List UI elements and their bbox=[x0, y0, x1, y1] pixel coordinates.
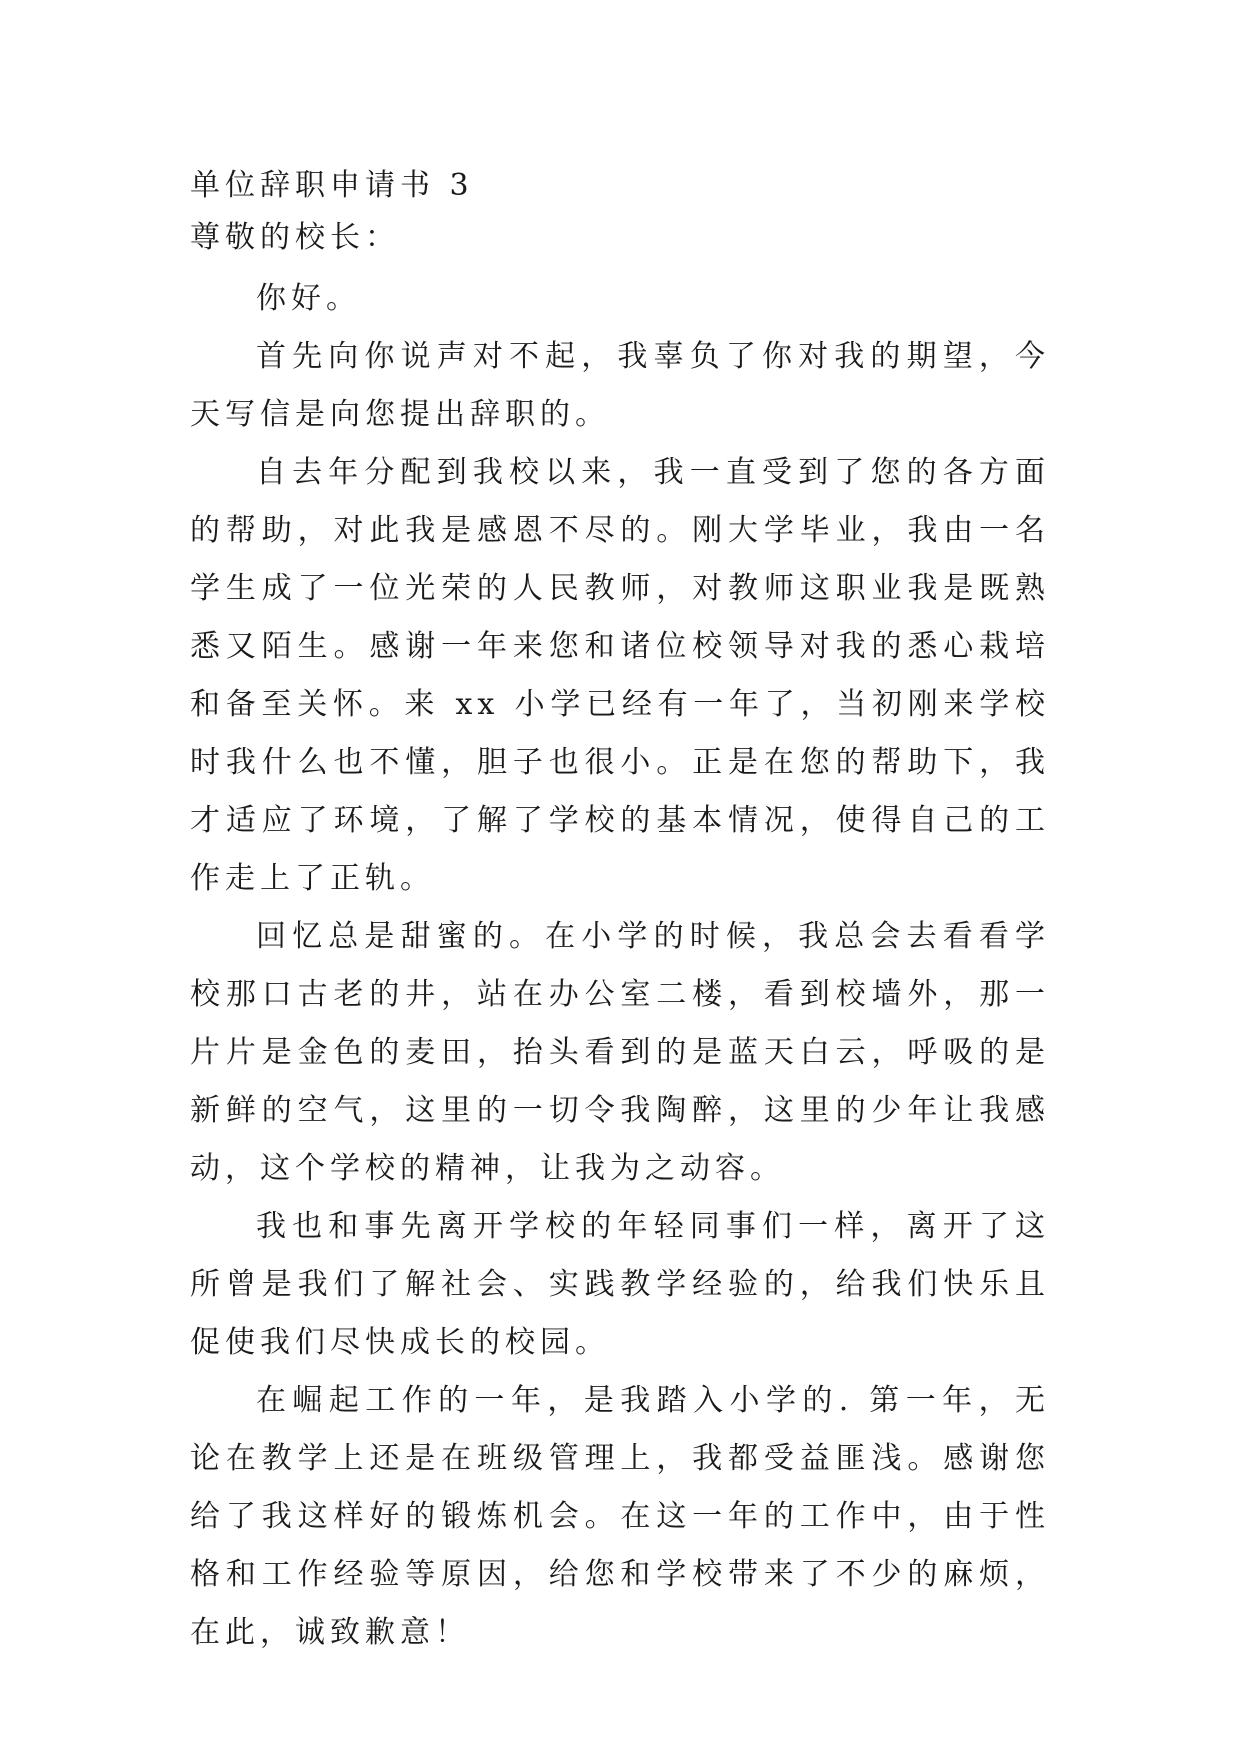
paragraph-greeting: 你好。 bbox=[256, 281, 361, 316]
document-title: 单位辞职申请书 3 bbox=[190, 168, 474, 203]
paragraph-first-year: 在崛起工作的一年，是我踏入小学的. 第一年，无论在教学上还是在班级管理上，我都受益匪浅。感谢您给了我这样好的锻炼机会。在这一年的工作中，由于性格和工作经验等原因，给您和学校带来了不少的麻烦，在此，诚致歉意！ bbox=[190, 1383, 1050, 1650]
paragraph-apology: 首先向你说声对不起，我辜负了你对我的期望，今天写信是向您提出辞职的。 bbox=[190, 339, 1050, 432]
paragraph-memories: 回忆总是甜蜜的。在小学的时候，我总会去看看学校那口古老的井，站在办公室二楼，看到校墙外，那一片片是金色的麦田，抬头看到的是蓝天白云，呼吸的是新鲜的空气，这里的一切令我陶醉，这里的少年让我感动，这个学校的精神，让我为之动容。 bbox=[190, 919, 1050, 1186]
salutation: 尊敬的校长： bbox=[190, 220, 400, 255]
paragraph-gratitude: 自去年分配到我校以来，我一直受到了您的各方面的帮助，对此我是感恩不尽的。刚大学毕业，我由一名学生成了一位光荣的人民教师，对教师这职业我是既熟悉又陌生。感谢一年来您和诸位校领导对我的悉心栽培和备至关怀。来 xx 小学已经有一年了，当初刚来学校时我什么也不懂，胆子也很小。正是在您的帮助下，我才适应了环境，了解了学校的基本情况，使得自己的工作走上了正轨。 bbox=[190, 455, 1050, 896]
paragraph-leaving: 我也和事先离开学校的年轻同事们一样，离开了这所曾是我们了解社会、实践教学经验的，给我们快乐且促使我们尽快成长的校园。 bbox=[190, 1209, 1050, 1360]
letter-body bbox=[190, 160, 1050, 1662]
